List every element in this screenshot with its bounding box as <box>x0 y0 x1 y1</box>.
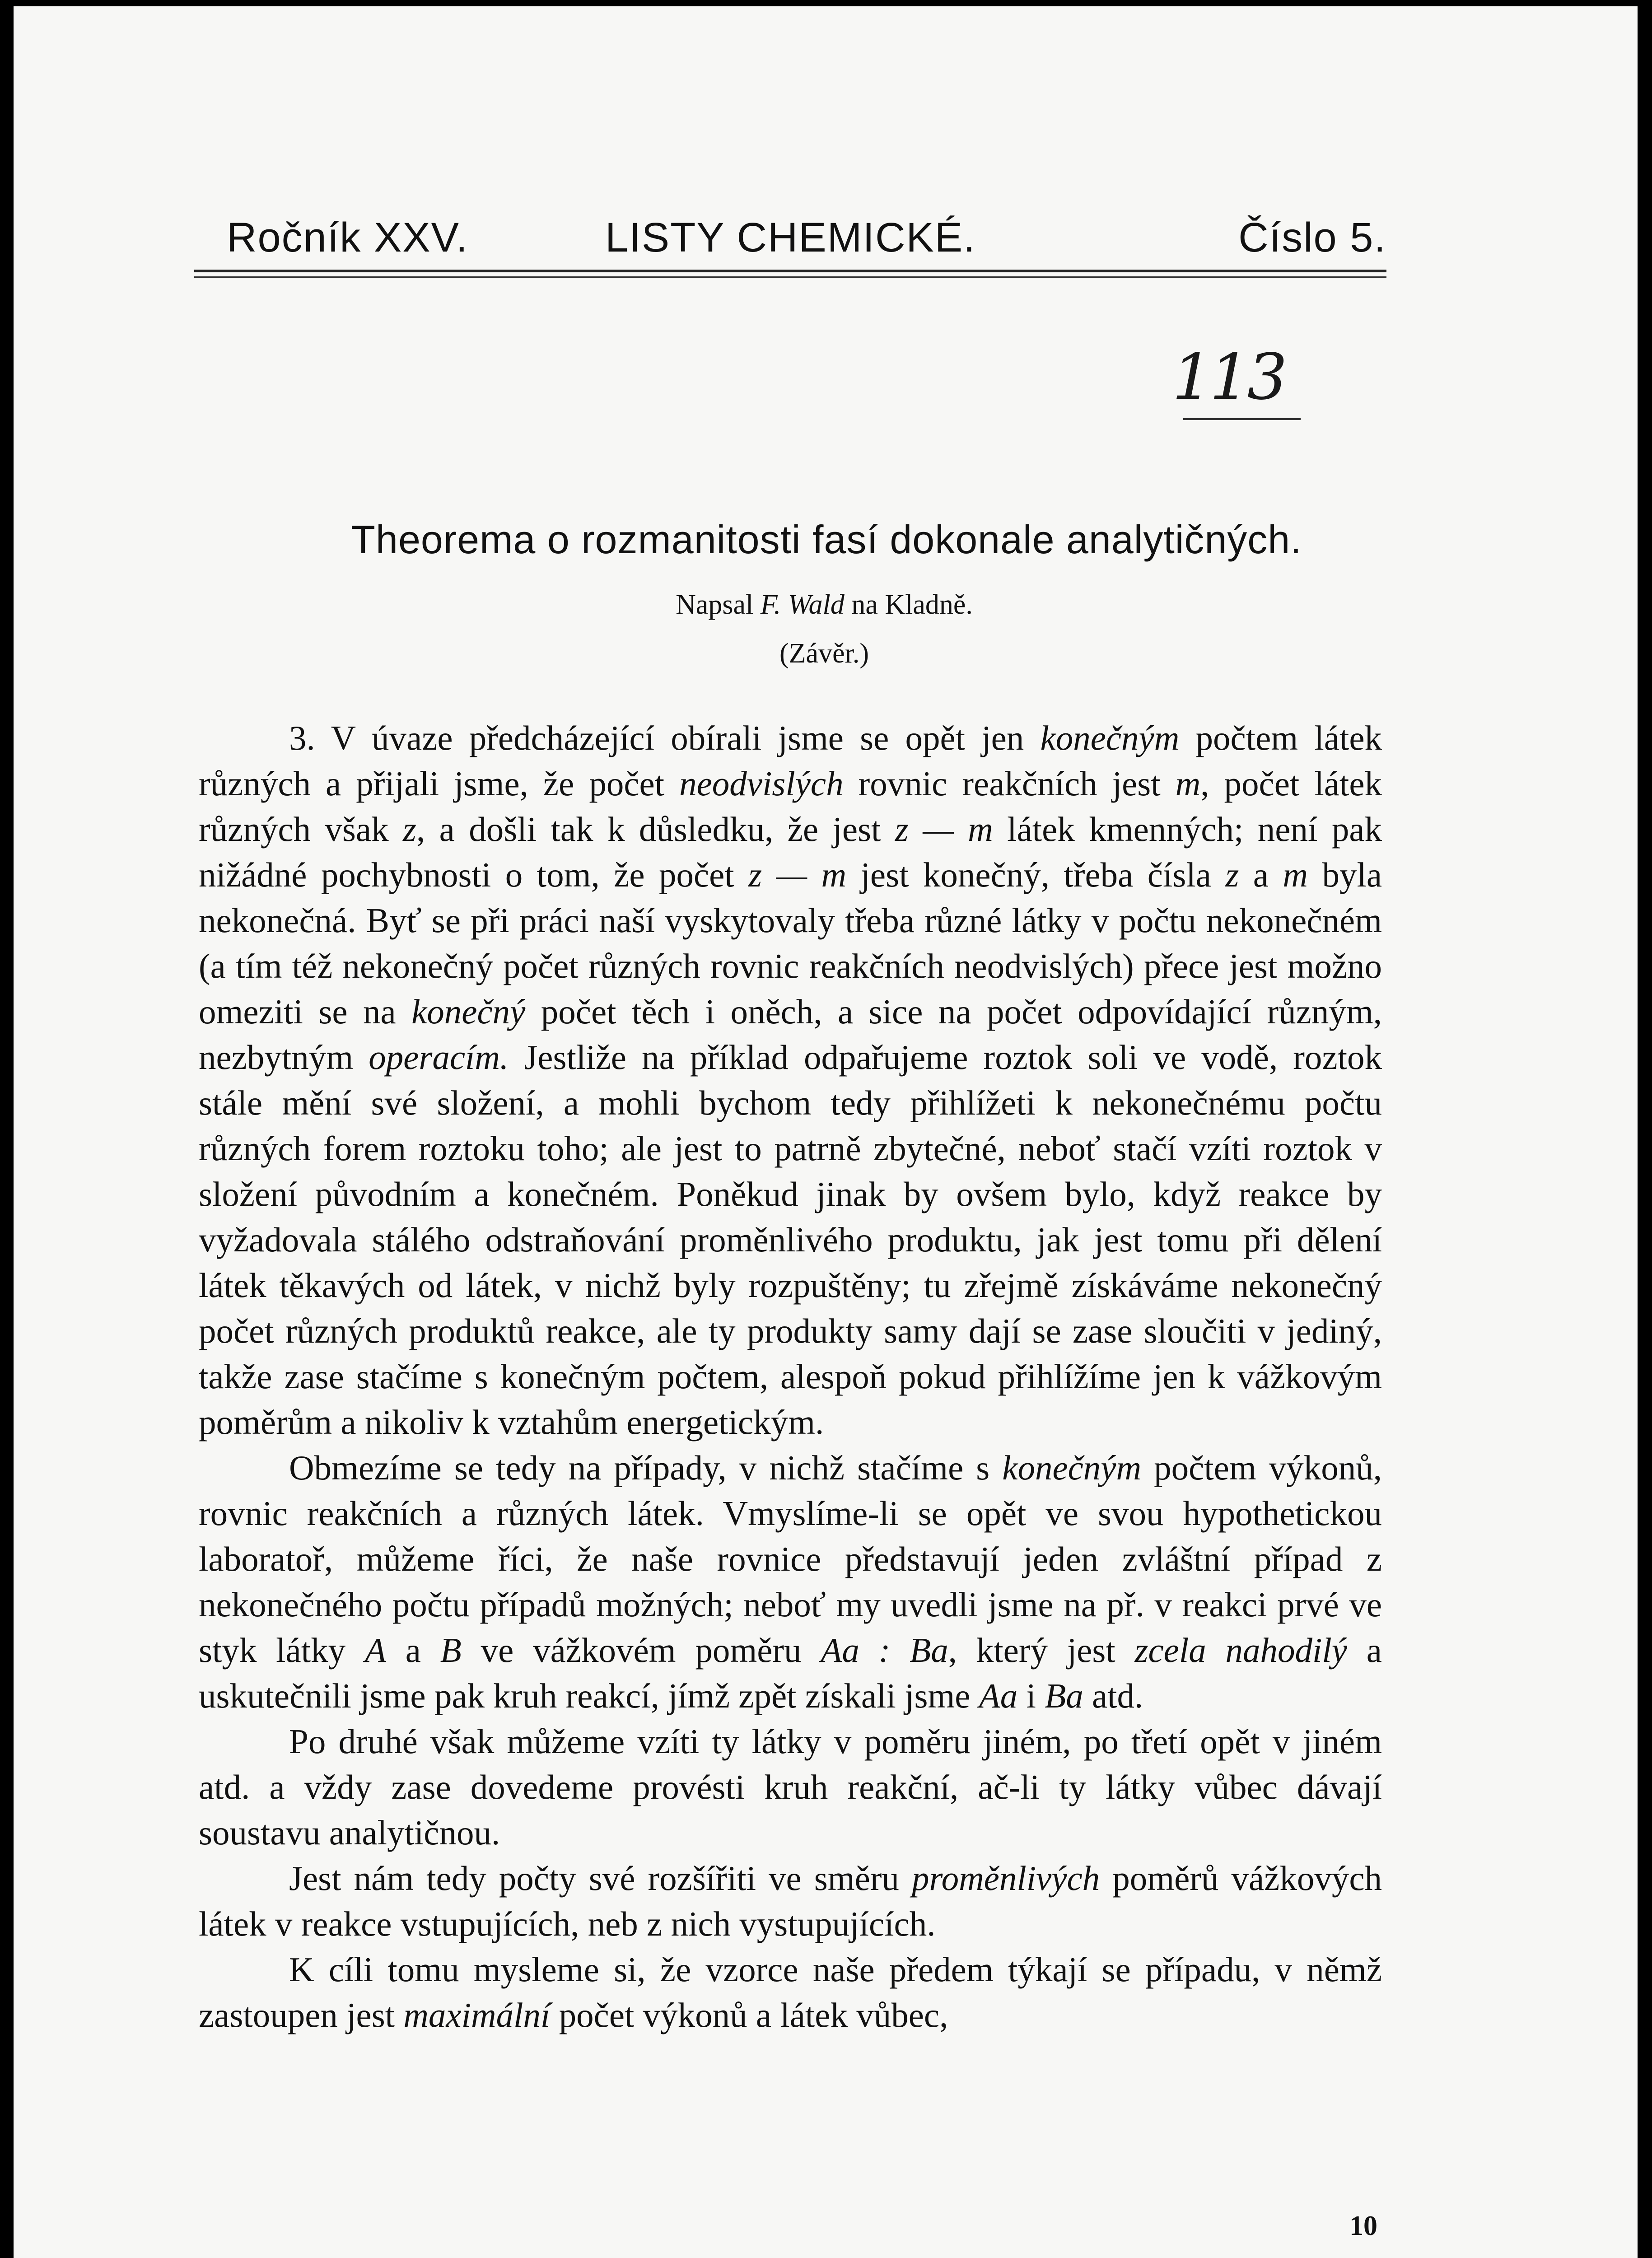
emphasis-run: Ba <box>1045 1676 1083 1715</box>
text-run: počet těch i oněch, a sice na počet odpovídající různým, nezbytným <box>199 992 1382 1077</box>
article-body <box>199 715 1382 2038</box>
body-paragraph <box>199 1856 1382 1947</box>
emphasis-run: konečným <box>1002 1448 1142 1487</box>
issue-number: Číslo 5. <box>1238 215 1386 261</box>
page <box>14 6 1638 2258</box>
text-run: atd. <box>1083 1676 1143 1715</box>
body-paragraph <box>199 715 1382 1445</box>
author-name: F. Wald <box>760 589 845 620</box>
emphasis-run: Aa <box>979 1676 1018 1715</box>
handwritten-folio: 113 <box>1172 341 1285 414</box>
text-run: počet výkonů a látek vůbec, <box>550 1996 948 2034</box>
text-run: byla nekonečná. Byť se při práci naší vyskytovaly třeba různé látky v počtu nekonečném (a tím též nekonečný počet různých rovnic reakčních neodvislých) přece jest možno omeziti se na <box>199 855 1382 1031</box>
running-header <box>212 205 1386 277</box>
emphasis-run: Aa : Ba <box>821 1631 948 1670</box>
emphasis-run: proměnlivých <box>911 1859 1100 1898</box>
text-run: jest konečný, třeba čísla <box>846 855 1226 894</box>
text-run: , který jest <box>948 1631 1135 1670</box>
body-paragraph <box>199 1719 1382 1856</box>
text-run: Jestliže na příklad odpařujeme roztok soli ve vodě, roztok stále mění své složení, a mohli bychom tedy přihlížeti k nekonečnému počtu různých forem roztoku toho; ale jest to patrně zbytečné, neboť stačí vzíti roztok v složení původním a konečném. Poněkud jinak by ovšem bylo, když reakce by vyžadovala stálého odstraňování proměnlivého produktu, jak jest tomu při dělení látek těkavých od látek, v nichž byly rozpuštěny; tu zřejmě získáváme nekonečný počet různých produktů reakce, ale ty produkty samy dají se zase sloučiti v jediný, takže zase stačíme s konečným počtem, alespoň pokud přihlížíme jen k vážkovým poměrům a nikoliv k vztahům energetickým. <box>199 1038 1382 1442</box>
emphasis-run: z — m <box>895 810 993 849</box>
text-run: a <box>1239 855 1283 894</box>
text-run: rovnic reakčních jest <box>843 764 1176 803</box>
header-rule <box>194 270 1386 272</box>
text-run: i <box>1017 1676 1045 1715</box>
page-number: 10 <box>1349 2211 1377 2241</box>
text-run: počtem výkonů, rovnic reakčních a různých látek. Vmyslíme-li se opět ve svou hypothetickou laboratoř, můžeme říci, že naše rovnice představují jeden zvláštní případ z nekonečného počtu případů možných; neboť my uvedli jsme na př. v reakci prvé ve styk látky <box>199 1448 1382 1670</box>
journal-title: LISTY CHEMICKÉ. <box>605 215 976 261</box>
emphasis-run: maximální <box>403 1996 551 2034</box>
text-run: , a došli tak k důsledku, že jest <box>416 810 895 849</box>
text-run: Obmezíme se tedy na případy, v nichž stačíme s <box>289 1448 1003 1487</box>
emphasis-run: m <box>1175 764 1201 803</box>
emphasis-run: m <box>1283 855 1308 894</box>
emphasis-run: z <box>1225 855 1239 894</box>
text-run: Jest nám tedy počty své rozšířiti ve směru <box>289 1859 912 1898</box>
body-paragraph <box>199 1947 1382 2038</box>
emphasis-run: z <box>403 810 416 849</box>
emphasis-run: z — m <box>748 855 847 894</box>
text-run: Po druhé však můžeme vzíti ty látky v poměru jiném, po třetí opět v jiném atd. a vždy zase dovedeme provésti kruh reakční, ač-li ty látky vůbec dávají soustavu analytičnou. <box>199 1722 1382 1852</box>
text-run: , počet látek různých však <box>199 764 1382 849</box>
header-rule-thin <box>194 276 1386 278</box>
emphasis-run: B <box>440 1631 462 1670</box>
text-run: látek kmenných; není pak nižádné pochybnosti o tom, že počet <box>199 810 1382 894</box>
text-run: K cíli tomu mysleme si, že vzorce naše předem týkají se případu, v němž zastoupen jest <box>199 1950 1382 2034</box>
text-run: a uskutečnili jsme pak kruh reakcí, jímž zpět získali jsme <box>199 1631 1382 1715</box>
emphasis-run: operacím. <box>369 1038 509 1077</box>
byline-suffix: na Kladně. <box>851 589 973 620</box>
emphasis-run: zcela nahodilý <box>1134 1631 1347 1670</box>
emphasis-run: konečný <box>411 992 526 1031</box>
text-run: ve vážkovém poměru <box>461 1631 821 1670</box>
byline-prefix: Napsal <box>676 589 754 620</box>
article-title: Theorema o rozmanitosti fasí dokonale analytičných. <box>351 517 1302 562</box>
text-run: počtem látek různých a přijali jsme, že počet <box>199 718 1382 803</box>
emphasis-run: neodvislých <box>679 764 844 803</box>
byline <box>149 589 1499 621</box>
body-paragraph <box>199 1445 1382 1719</box>
continuation-note: (Závěr.) <box>779 638 869 669</box>
text-run: a <box>386 1631 440 1670</box>
folio-underline <box>1183 418 1301 420</box>
text-run: 3. V úvaze předcházející obírali jsme se opět jen <box>289 718 1041 757</box>
emphasis-run: A <box>364 1631 386 1670</box>
volume-label: Ročník XXV. <box>227 215 469 261</box>
text-run: poměrů vážkových látek v reakce vstupujících, neb z nich vystupujících. <box>199 1859 1382 1943</box>
emphasis-run: konečným <box>1040 718 1180 757</box>
